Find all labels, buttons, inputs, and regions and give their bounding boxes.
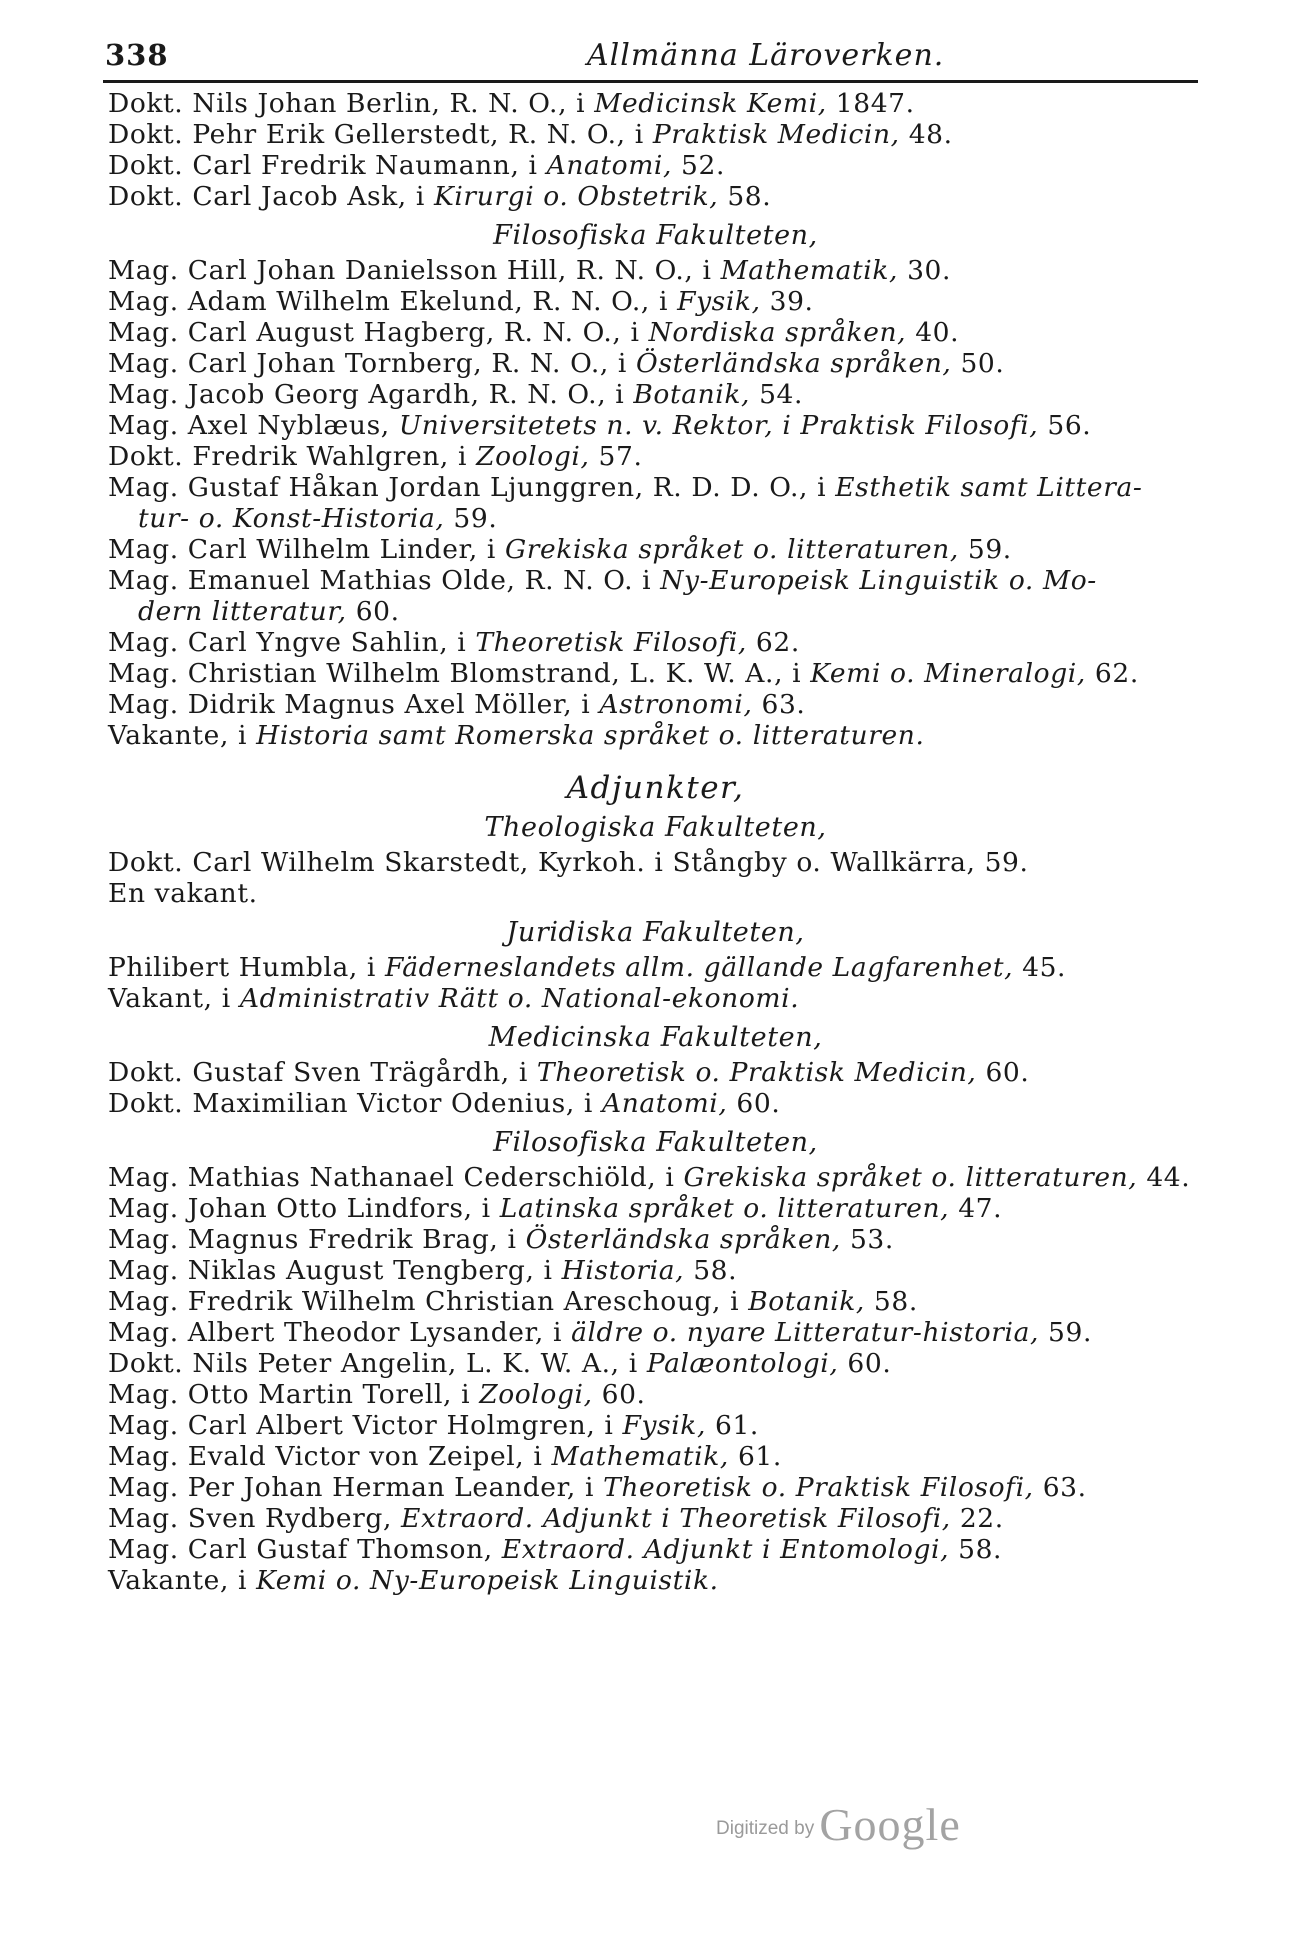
faculty-section [108, 1022, 1203, 1119]
staff-entry [108, 627, 1203, 658]
entry-prefix: Mag. Carl August Hagberg, R. N. O., i [108, 317, 649, 348]
entry-prefix: Dokt. Carl Jacob Ask, i [108, 181, 434, 212]
entry-prefix: Mag. Niklas August Tengberg, i [108, 1255, 562, 1286]
entry-prefix: Dokt. Fredrik Wahlgren, i [108, 441, 477, 472]
staff-entry [108, 658, 1203, 689]
entry-suffix: 30. [898, 255, 952, 286]
staff-entry [108, 1565, 1203, 1596]
entry-prefix: Mag. Christian Wilhelm Blomstrand, L. K. W. A., i [108, 658, 811, 689]
register-listing [108, 88, 1203, 1596]
entry-prefix: Vakant, i [108, 983, 240, 1014]
staff-entry [108, 441, 1203, 472]
entry-prefix: Mag. Gustaf Håkan Jordan Ljunggren, R. D. D. O., i [108, 472, 836, 503]
running-title: Allmänna Läroverken. [587, 38, 945, 73]
faculty-section [108, 770, 1203, 909]
entry-subject: Zoologi, [476, 441, 590, 472]
entry-subject: Theoretisk o. Praktisk Filosofi, [603, 1472, 1034, 1503]
entry-suffix: 45. [1013, 952, 1067, 983]
entry-suffix: 60. [976, 1057, 1030, 1088]
page-number: 338 [105, 38, 169, 72]
entry-subject: Medicinsk Kemi, [594, 88, 827, 119]
staff-entry [108, 534, 1203, 565]
entry-subject: Administrativ Rätt o. National-ekonomi. [239, 983, 800, 1014]
entry-prefix: Mag. Adam Wilhelm Ekelund, R. N. O., i [108, 286, 678, 317]
entry-prefix: Mag. Sven Rydberg, [108, 1503, 401, 1534]
entry-prefix: Vakante, i [108, 720, 257, 751]
entry-subject: Kirurgi o. Obstetrik, [433, 181, 719, 212]
faculty-section [108, 917, 1203, 1014]
staff-entry [108, 1410, 1203, 1441]
staff-entry [108, 88, 1203, 119]
entry-subject: Österländska språken, [525, 1224, 841, 1255]
entry-suffix: 60. [838, 1348, 892, 1379]
staff-entry [108, 1534, 1203, 1565]
staff-entry [108, 1162, 1203, 1193]
entry-subject: Anatomi, [546, 150, 673, 181]
entry-subject: Extraord. Adjunkt i Entomologi, [501, 1534, 950, 1565]
entry-continuation [108, 596, 1203, 627]
faculty-section [108, 220, 1203, 751]
entry-subject: Astronomi, [599, 689, 753, 720]
staff-entry [108, 1348, 1203, 1379]
staff-entry [108, 689, 1203, 720]
entry-subject: Theoretisk o. Praktisk Medicin, [536, 1057, 977, 1088]
entry-prefix: Mag. Jacob Georg Agardh, R. N. O., i [108, 379, 634, 410]
entry-prefix: Dokt. Nils Johan Berlin, R. N. O., i [108, 88, 595, 119]
staff-entry [108, 878, 1203, 909]
entry-subject: äldre o. nyare Litteratur-historia, [571, 1317, 1039, 1348]
entry-subject: Praktisk Medicin, [652, 119, 900, 150]
entry-subject: Zoologi, [479, 1379, 593, 1410]
staff-entry [108, 1088, 1203, 1119]
entry-prefix: Dokt. Carl Wilhelm Skarstedt, Kyrkoh. i Stångby o. Wallkärra, 59. [108, 847, 1029, 878]
entry-subject: Latinska språket o. litteraturen, [499, 1193, 950, 1224]
entry-suffix: 63. [752, 689, 806, 720]
staff-entry [108, 1441, 1203, 1472]
entry-suffix: 58. [864, 1286, 918, 1317]
entry-prefix: Mag. Didrik Magnus Axel Möller, i [108, 689, 600, 720]
staff-entry [108, 1286, 1203, 1317]
entry-subject: dern litteratur, [138, 596, 347, 627]
entry-suffix: 48. [899, 119, 953, 150]
entry-suffix: 58. [684, 1255, 738, 1286]
entry-suffix: 56. [1038, 410, 1092, 441]
staff-entry [108, 472, 1203, 503]
entry-prefix: Mag. Johan Otto Lindfors, i [108, 1193, 500, 1224]
faculty-heading: Juridiska Fakulteten, [506, 917, 805, 948]
faculty-heading: Filosofiska Fakulteten, [493, 1127, 818, 1158]
entry-suffix: 62. [1085, 658, 1139, 689]
staff-entry [108, 379, 1203, 410]
staff-entry [108, 1224, 1203, 1255]
entry-prefix: Dokt. Maximilian Victor Odenius, i [108, 1088, 602, 1119]
entry-subject: Mathematik, [551, 1441, 729, 1472]
entry-subject: Fäderneslandets allm. gällande Lagfarenhet, [385, 952, 1014, 983]
staff-entry [108, 1503, 1203, 1534]
faculty-heading: Theologiska Fakulteten, [484, 812, 827, 843]
rank-heading: Adjunkter, [566, 770, 745, 806]
entry-subject: Kemi o. Ny-Europeisk Linguistik. [256, 1565, 719, 1596]
staff-entry [108, 983, 1203, 1014]
entry-suffix: 59. [958, 534, 1012, 565]
digitization-watermark [716, 1798, 961, 1851]
entry-continuation [108, 503, 1203, 534]
faculty-heading: Filosofiska Fakulteten, [493, 220, 818, 251]
entry-subject: Mathematik, [720, 255, 899, 286]
entry-suffix: 52. [672, 150, 725, 181]
entry-suffix: 57. [589, 441, 643, 472]
entry-subject: Fysik, [677, 286, 761, 317]
entry-suffix: 60. [592, 1379, 646, 1410]
faculty-section [108, 88, 1203, 212]
entry-prefix: Philibert Humbla, i [108, 952, 385, 983]
entry-suffix: 62. [746, 627, 800, 658]
entry-subject: Fysik, [622, 1410, 706, 1441]
staff-entry [108, 150, 1203, 181]
entry-suffix: 61. [728, 1441, 782, 1472]
entry-subject: Grekiska språket o. litteraturen, [504, 534, 959, 565]
entry-suffix: 40. [906, 317, 960, 348]
entry-prefix: Dokt. Nils Peter Angelin, L. K. W. A., i [108, 1348, 647, 1379]
entry-suffix: 50. [951, 348, 1005, 379]
staff-entry [108, 1057, 1203, 1088]
entry-prefix: Mag. Carl Johan Danielsson Hill, R. N. O., i [108, 255, 721, 286]
entry-subject: tur- o. Konst-Historia, [138, 503, 445, 534]
entry-subject: Anatomi, [601, 1088, 728, 1119]
staff-entry [108, 1472, 1203, 1503]
staff-entry [108, 286, 1203, 317]
staff-entry [108, 565, 1203, 596]
entry-suffix: 59. [1039, 1317, 1092, 1348]
entry-subject: Ny-Europeisk Linguistik o. Mo- [660, 565, 1097, 596]
entry-suffix: 60. [727, 1088, 781, 1119]
entry-prefix: Mag. Axel Nyblæus, [108, 410, 399, 441]
entry-suffix: 1847. [826, 88, 915, 119]
entry-prefix: Mag. Albert Theodor Lysander, i [108, 1317, 572, 1348]
entry-suffix: 22. [950, 1503, 1004, 1534]
entry-prefix: Mag. Otto Martin Torell, i [108, 1379, 480, 1410]
staff-entry [108, 1317, 1203, 1348]
entry-prefix: En vakant. [108, 878, 258, 909]
entry-subject: Historia, [561, 1255, 685, 1286]
staff-entry [108, 952, 1203, 983]
entry-prefix: Mag. Mathias Nathanael Cederschiöld, i [108, 1162, 684, 1193]
entry-prefix: Mag. Fredrik Wilhelm Christian Areschoug, i [108, 1286, 749, 1317]
watermark-small-text: Digitized by [716, 1818, 815, 1839]
staff-entry [108, 847, 1203, 878]
entry-subject: Universitetets n. v. Rektor, i Praktisk Filosofi, [398, 410, 1039, 441]
faculty-section [108, 1127, 1203, 1596]
entry-subject: Theoretisk Filosofi, [475, 627, 747, 658]
entry-prefix: Mag. Emanuel Mathias Olde, R. N. O. i [108, 565, 661, 596]
entry-suffix: 61. [705, 1410, 759, 1441]
entry-subject: Grekiska språket o. litteraturen, [683, 1162, 1138, 1193]
staff-entry [108, 181, 1203, 212]
entry-suffix: 58. [949, 1534, 1003, 1565]
entry-subject: Palæontologi, [646, 1348, 839, 1379]
staff-entry [108, 1255, 1203, 1286]
entry-subject: Historia samt Romerska språket o. litteraturen. [256, 720, 925, 751]
entry-subject: Österländska språken, [636, 348, 952, 379]
entry-prefix: Mag. Magnus Fredrik Brag, i [108, 1224, 526, 1255]
staff-entry [108, 720, 1203, 751]
entry-subject: Botanik, [748, 1286, 865, 1317]
entry-prefix: Mag. Carl Gustaf Thomson, [108, 1534, 502, 1565]
staff-entry [108, 317, 1203, 348]
entry-subject: Kemi o. Mineralogi, [810, 658, 1086, 689]
entry-suffix: 39. [760, 286, 814, 317]
entry-prefix: Mag. Carl Wilhelm Linder, i [108, 534, 505, 565]
entry-subject: Extraord. Adjunkt i Theoretisk Filosofi, [401, 1503, 951, 1534]
staff-entry [108, 1379, 1203, 1410]
entry-subject: Esthetik samt Littera- [835, 472, 1143, 503]
staff-entry [108, 119, 1203, 150]
entry-prefix: Dokt. Gustaf Sven Trägårdh, i [108, 1057, 537, 1088]
entry-suffix: 53. [840, 1224, 894, 1255]
entry-suffix: 63. [1033, 1472, 1087, 1503]
entry-prefix: Mag. Carl Yngve Sahlin, i [108, 627, 476, 658]
entry-suffix: 58. [718, 181, 772, 212]
staff-entry [108, 255, 1203, 286]
entry-prefix: Mag. Evald Victor von Zeipel, i [108, 1441, 552, 1472]
staff-entry [108, 410, 1203, 441]
entry-suffix: 54. [750, 379, 804, 410]
watermark-logo-text: Google [819, 1799, 961, 1850]
faculty-heading: Medicinska Fakulteten, [488, 1022, 823, 1053]
entry-prefix: Dokt. Carl Fredrik Naumann, i [108, 150, 547, 181]
page-header [103, 36, 1198, 83]
entry-prefix: Mag. Per Johan Herman Leander, i [108, 1472, 604, 1503]
entry-suffix: 44. [1137, 1162, 1191, 1193]
entry-suffix: 47. [949, 1193, 1003, 1224]
entry-subject: Nordiska språken, [648, 317, 907, 348]
entry-prefix: Mag. Carl Albert Victor Holmgren, i [108, 1410, 623, 1441]
entry-prefix: Dokt. Pehr Erik Gellerstedt, R. N. O., i [108, 119, 653, 150]
entry-subject: Botanik, [633, 379, 751, 410]
staff-entry [108, 1193, 1203, 1224]
entry-suffix: 60. [346, 596, 400, 627]
entry-prefix: Vakante, i [108, 1565, 257, 1596]
entry-prefix: Mag. Carl Johan Tornberg, R. N. O., i [108, 348, 637, 379]
entry-suffix: 59. [444, 503, 498, 534]
staff-entry [108, 348, 1203, 379]
